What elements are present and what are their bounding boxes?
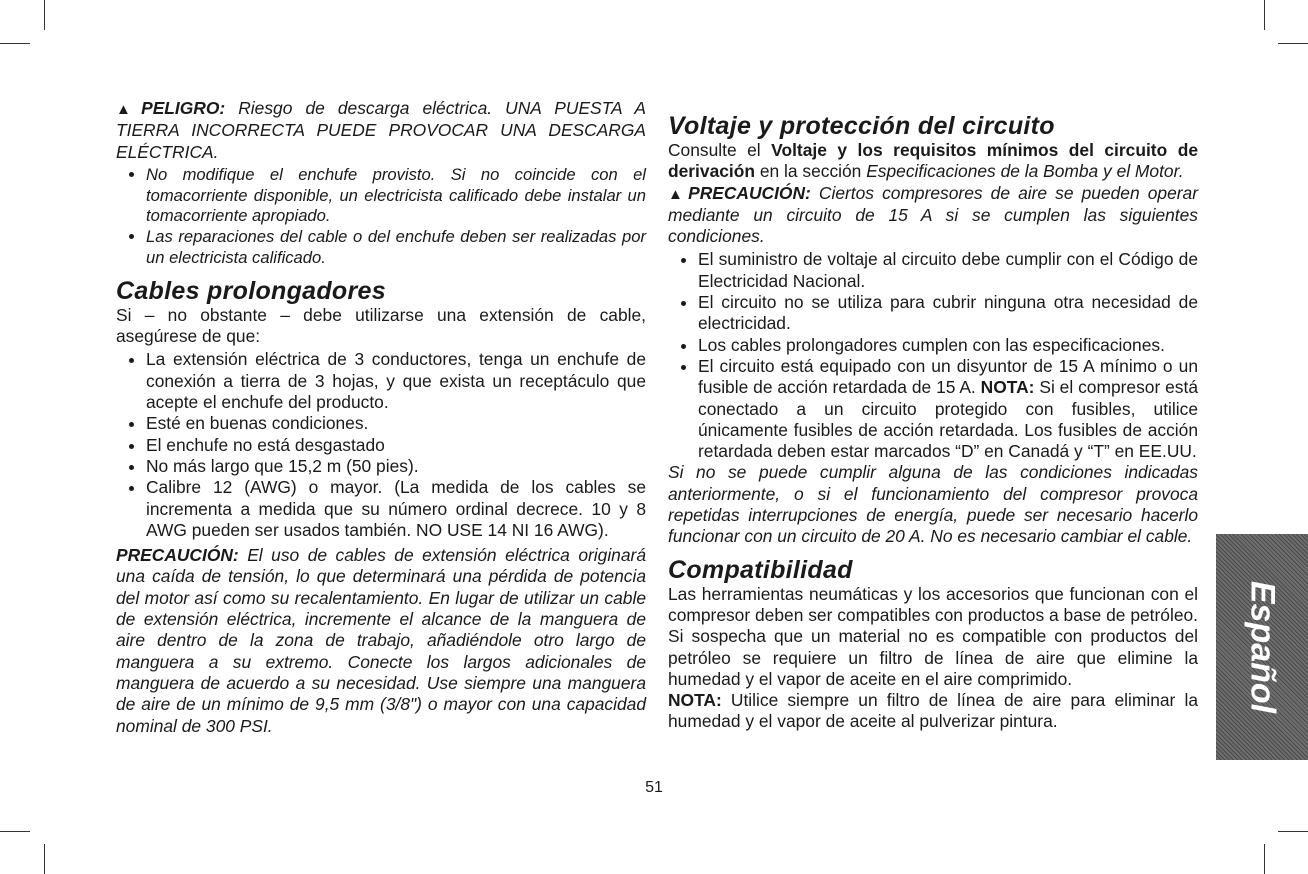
compat-text: Las herramientas neumáticas y los accesorios que funcionan con el compresor deben ser compatibles con productos a base de petróleo. Si sospecha que un material no es compatible con productos del petróleo se requiere un filtro de línea de aire que elimine la humedad y el vapor de aceite en el aire comprimido. — [668, 583, 1198, 689]
danger-text: Riesgo de descarga eléctrica. UNA PUESTA A TIERRA INCORRECTA PUEDE PROVOCAR UNA DESCARGA ELÉCTRICA. — [116, 98, 646, 162]
crop-mark — [44, 844, 45, 874]
caution-label: PRECAUCIÓN: — [688, 182, 811, 203]
crop-mark — [0, 831, 30, 832]
list-item: • No modifique el enchufe provisto. Si no coincide con el tomacorriente disponible, un electricista calificado debe instalar un tomacorriente apropiado. — [146, 165, 646, 227]
caution-text: Ciertos compresores de aire se pueden operar mediante un circuito de 15 A si se cumplen las siguientes condiciones. — [668, 182, 1198, 247]
crop-mark — [1278, 831, 1308, 832]
compat-heading: Compatibilidad — [668, 555, 853, 584]
list-item: • El enchufe no está desgastado — [146, 435, 646, 456]
cables-intro: Si – no obstante – debe utilizarse una extensión de cable, asegúrese de que: — [116, 304, 646, 347]
danger-label: PELIGRO: — [141, 98, 226, 118]
language-tab — [1216, 534, 1308, 760]
circuit-bullet-list — [668, 249, 1198, 462]
crop-mark — [0, 43, 30, 44]
list-item: • No más largo que 15,2 m (50 pies). — [146, 456, 646, 477]
warning-triangle-icon: ▲ — [116, 101, 140, 118]
danger-warning — [116, 98, 646, 163]
danger-bullet-list — [116, 165, 646, 269]
language-tab-label: Español — [1243, 580, 1282, 714]
right-column — [668, 98, 1198, 733]
crop-mark — [1264, 844, 1265, 874]
cables-heading: Cables prolongadores — [116, 276, 386, 305]
list-item: • Los cables prolongadores cumplen con las especificaciones. — [698, 335, 1198, 356]
crop-mark — [1264, 0, 1265, 30]
cables-bullet-list — [116, 349, 646, 541]
voltage-intro: Consulte el Voltaje y los requisitos mínimos del circuito de derivación en la sección Especificaciones de la Bomba y el Motor. — [668, 140, 1198, 182]
list-item: • Esté en buenas condiciones. — [146, 413, 646, 434]
list-item: • El circuito no se utiliza para cubrir ninguna otra necesidad de electricidad. — [698, 292, 1198, 335]
crop-mark — [1278, 43, 1308, 44]
list-item: • El suministro de voltaje al circuito debe cumplir con el Código de Electricidad Nacional. — [698, 249, 1198, 292]
cables-caution — [116, 545, 646, 737]
list-item: • Las reparaciones del cable o del enchufe deben ser realizadas por un electricista calificado. — [146, 227, 646, 269]
left-column — [116, 98, 646, 737]
compat-note: NOTA: Utilice siempre un filtro de línea de aire para eliminar la humedad y el vapor de aceite al pulverizar pintura. — [668, 690, 1198, 732]
warning-triangle-icon: ▲ — [668, 185, 687, 203]
voltage-heading: Voltaje y protección del circuito — [668, 112, 1055, 140]
caution-label: PRECAUCIÓN: — [116, 545, 239, 566]
closing-note: Si no se puede cumplir alguna de las condiciones indicadas anteriormente, o si el funcionamiento del compresor provoca repetidas interrupciones de energía, puede ser necesario hacerlo funcionar con un circuito de 20 A. No es necesario cambiar el cable. — [668, 462, 1198, 547]
voltage-caution — [668, 183, 1198, 248]
list-item: • El circuito está equipado con un disyuntor de 15 A mínimo o un fusible de acción retardada de 15 A. NOTA: Si el compresor está conectado a un circuito protegido con fusibles, utilice únicamente fusibles de acción retardada. Los fusibles de acción retardada deben estar marcados “D” en Canadá y “T” en EE.UU. — [698, 356, 1198, 462]
caution-text: El uso de cables de extensión eléctrica originará una caída de tensión, lo que determinará una pérdida de potencia del motor así como su recalentamiento. En lugar de utilizar un cable de extensión eléctrica, incremente el alcance de la manguera de aire dentro de la zona de trabajo, añadiéndole otro largo de manguera a su extremo. Conecte los largos adicionales de manguera de acuerdo a su necesidad. Use siempre una manguera de aire de un mínimo de 9,5 mm (3/8") o mayor con una capacidad nominal de 300 PSI. — [116, 545, 646, 736]
crop-mark — [44, 0, 45, 30]
list-item: • La extensión eléctrica de 3 conductores, tenga un enchufe de conexión a tierra de 3 hojas, y que exista un receptáculo que acepte el enchufe del producto. — [146, 349, 646, 413]
list-item: • Calibre 12 (AWG) o mayor. (La medida de los cables se incrementa a medida que su número ordinal decrece. 10 y 8 AWG pueden ser usados también. NO USE 14 NI 16 AWG). — [146, 477, 646, 541]
page-number: 51 — [645, 779, 663, 796]
